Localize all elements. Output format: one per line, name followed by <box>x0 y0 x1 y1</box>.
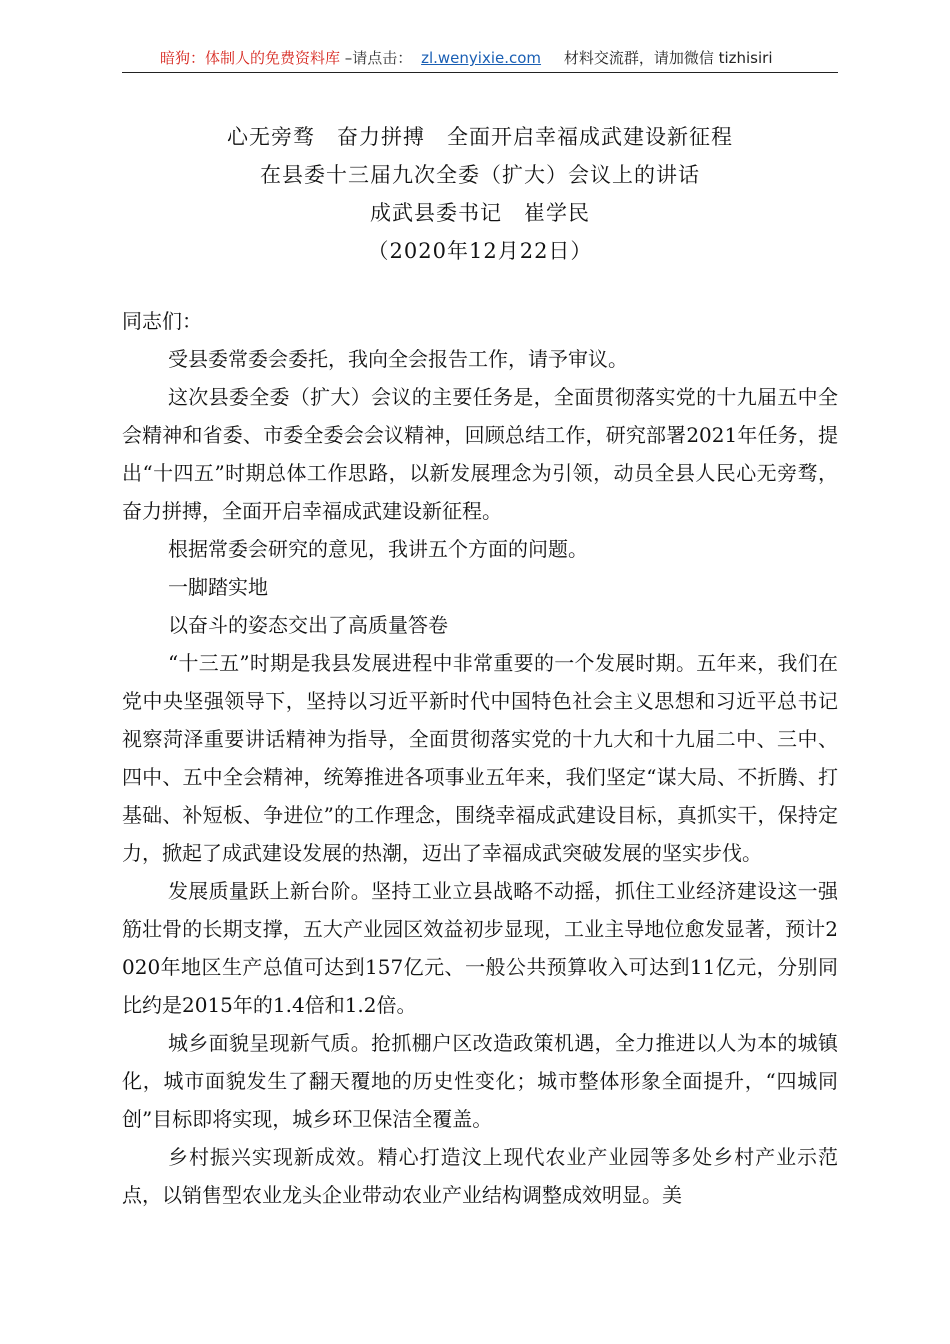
header-brand: 暗狗：体制人的免费资料库 <box>160 49 341 67</box>
paragraph: 根据常委会研究的意见，我讲五个方面的问题。 <box>168 537 588 561</box>
header-prompt: –请点击： <box>344 49 413 67</box>
paragraph: “十三五”时期是我县发展进程中非常重要的一个发展时期。五年来，我们在党中央坚强领导下，坚持以习近平新时代中国特色社会主义思想和习近平总书记视察菏泽重要讲话精神为指导，全面贯彻落实党的十九大和十九届二中、三中、四中、五中全会精神，统筹推进各项事业五年来，我们坚定“谋大局、不折腾、打基础、补短板、争进位”的工作理念，围绕幸福成武建设目标，真抓实干，保持定力，掀起了成武建设发展的热潮，迈出了幸福成武突破发展的坚实步伐。 <box>122 651 838 865</box>
paragraph: 这次县委全委（扩大）会议的主要任务是，全面贯彻落实党的十九届五中全会精神和省委、市委全委会会议精神，回顾总结工作，研究部署2021年任务，提出“十四五”时期总体工作思路，以新发展理念为引领，动员全县人民心无旁骛，奋力拼搏，全面开启幸福成武建设新征程。 <box>122 385 838 523</box>
salutation: 同志们： <box>122 309 202 333</box>
paragraph: 受县委常委会委托，我向全会报告工作，请予审议。 <box>168 347 628 371</box>
document-subtitle: 在县委十三届九次全委（扩大）会议上的讲话 <box>260 163 700 187</box>
paragraph: 城乡面貌呈现新气质。抢抓棚户区改造政策机遇，全力推进以人为本的城镇化，城市面貌发生了翻天覆地的历史性变化；城市整体形象全面提升，“四城同创”目标即将实现，城乡环卫保洁全覆盖。 <box>122 1031 838 1131</box>
document-body <box>122 302 838 1214</box>
section-subheading: 以奋斗的姿态交出了高质量答卷 <box>168 613 448 637</box>
section-heading: 一脚踏实地 <box>168 575 268 599</box>
header-group-note: 材料交流群，请加微信 tizhisiri <box>563 49 773 67</box>
header-divider <box>122 72 838 73</box>
document-title-block <box>122 118 838 270</box>
page-header <box>160 46 840 72</box>
document-date: （2020年12月22日） <box>367 239 593 263</box>
header-link[interactable]: zl.wenyixie.com <box>421 49 542 67</box>
paragraph: 乡村振兴实现新成效。精心打造汶上现代农业产业园等多处乡村产业示范点，以销售型农业龙头企业带动农业产业结构调整成效明显。美 <box>122 1145 838 1207</box>
document-title: 心无旁骛 奋力拼搏 全面开启幸福成武建设新征程 <box>227 125 733 149</box>
paragraph: 发展质量跃上新台阶。坚持工业立县战略不动摇，抓住工业经济建设这一强筋壮骨的长期支撑，五大产业园区效益初步显现，工业主导地位愈发显著，预计2020年地区生产总值可达到157亿元、一般公共预算收入可达到11亿元，分别同比约是2015年的1.4倍和1.2倍。 <box>122 879 838 1017</box>
document-author: 成武县委书记 崔学民 <box>370 201 590 225</box>
